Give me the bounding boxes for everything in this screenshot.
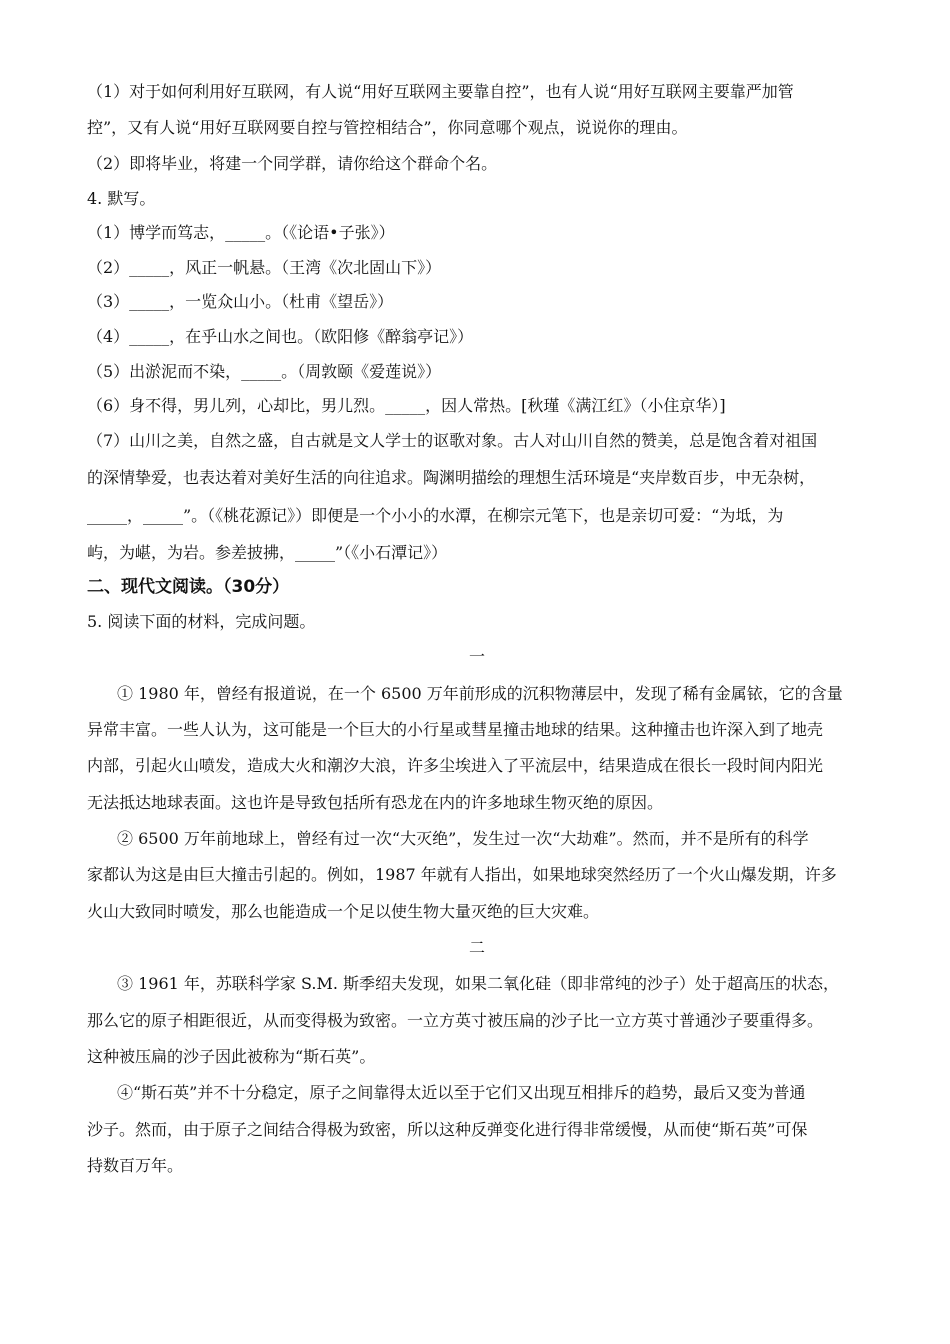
paragraph-4-line-2: 沙子。然而，由于原子之间结合得极为致密，所以这种反弹变化进行得非常缓慢，从而使“斯石英”可保 (87, 1120, 808, 1139)
q4-item-7-line-2: 的深情挚爱，也表达着对美好生活的向往追求。陶渊明描绘的理想生活环境是“夹岸数百步，中无杂树， (87, 468, 816, 487)
paragraph-1-line-2: 异常丰富。一些人认为，这可能是一个巨大的小行星或彗星撞击地球的结果。这种撞击也许深入到了地壳 (87, 720, 824, 739)
q4-item-7-line-1: （7）山川之美，自然之盛，自古就是文人学士的讴歌对象。古人对山川自然的赞美，总是饱含着对祖国 (87, 431, 818, 450)
paragraph-4-line-1: ④“斯石英”并不十分稳定，原子之间靠得太近以至于它们又出现互相排斥的趋势，最后又变为普通 (117, 1083, 806, 1102)
paragraph-1-line-4: 无法抵达地球表面。这也许是导致包括所有恐龙在内的许多地球生物灭绝的原因。 (87, 793, 664, 812)
paragraph-1-line-1: ① 1980 年，曾经有报道说，在一个 6500 万年前形成的沉积物薄层中，发现了稀有金属铱，它的含量 (117, 684, 843, 703)
q4-item-7-line-3: _____，_____”。（《桃花源记》）即便是一个小小的水潭，在柳宗元笔下，也是亲切可爱：“为坻，为 (87, 506, 784, 525)
q4-title: 4. 默写。 (87, 189, 156, 208)
q3-item-1-line-1: （1）对于如何利用好互联网，有人说“用好互联网主要靠自控”，也有人说“用好互联网主要靠严加管 (87, 82, 794, 101)
paragraph-2-line-1: ② 6500 万年前地球上，曾经有过一次“大灭绝”，发生过一次“大劫难”。然而，并不是所有的科学 (117, 829, 809, 848)
q4-item-2: （2）_____，风正一帆悬。（王湾《次北固山下》） (87, 258, 442, 277)
paragraph-4-line-3: 持数百万年。 (87, 1156, 184, 1175)
q4-item-4: （4）_____，在乎山水之间也。（欧阳修《醉翁亭记》） (87, 327, 474, 346)
part-2-label: 二 (468, 938, 485, 957)
paragraph-1-line-3: 内部，引起火山喷发，造成大火和潮汐大浪，许多尘埃进入了平流层中，结果造成在很长一段时间内阳光 (87, 756, 824, 775)
paragraph-3-line-2: 那么它的原子相距很近，从而变得极为致密。一立方英寸被压扁的沙子比一立方英寸普通沙子要重得多。 (87, 1011, 824, 1030)
q4-item-1: （1）博学而笃志，_____。（《论语•子张》） (87, 223, 395, 242)
paragraph-2-line-2: 家都认为这是由巨大撞击引起的。例如，1987 年就有人指出，如果地球突然经历了一个火山爆发期，许多 (87, 865, 837, 884)
q4-item-6: （6）身不得，男儿列，心却比，男儿烈。_____，因人常热。[秋瑾《满江红》（小住京华）] (87, 396, 726, 415)
q5-title: 5. 阅读下面的材料，完成问题。 (87, 612, 316, 631)
q3-item-1-line-2: 控”，又有人说“用好互联网要自控与管控相结合”，你同意哪个观点，说说你的理由。 (87, 118, 688, 137)
paragraph-3-line-3: 这种被压扁的沙子因此被称为“斯石英”。 (87, 1047, 376, 1066)
q4-item-5: （5）出淤泥而不染，_____。（周敦颐《爱莲说》） (87, 362, 442, 381)
q3-item-2: （2）即将毕业，将建一个同学群，请你给这个群命个名。 (87, 154, 498, 173)
q4-item-3: （3）_____，一览众山小。（杜甫《望岳》） (87, 292, 394, 311)
paragraph-2-line-3: 火山大致同时喷发，那么也能造成一个足以使生物大量灭绝的巨大灾难。 (87, 902, 600, 921)
part-1-label: 一 (468, 647, 485, 666)
paragraph-3-line-1: ③ 1961 年，苏联科学家 S.M. 斯季绍夫发现，如果二氧化硅（即非常纯的沙子）处于超高压的状态， (117, 974, 840, 993)
section-2-title: 二、现代文阅读。（30分） (87, 577, 290, 597)
q4-item-7-line-4: 屿，为嵁，为岩。参差披拂，_____”（《小石潭记》） (87, 543, 448, 562)
